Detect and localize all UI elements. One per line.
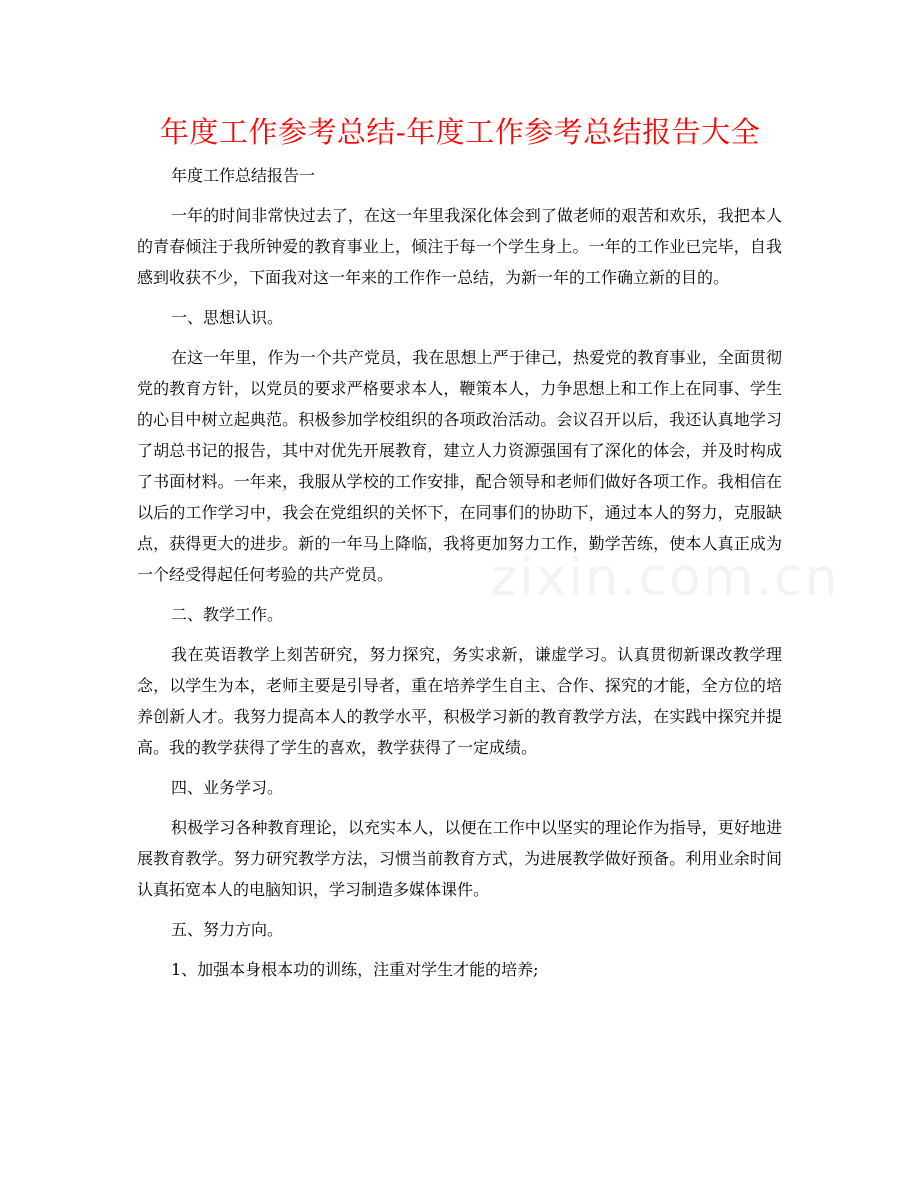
watermark: zixin.com.cn — [490, 548, 840, 608]
section-heading-study: 四、业务学习。 — [171, 778, 284, 797]
document-body — [137, 160, 782, 985]
paragraph-thought: 在这一年里，作为一个共产党员，我在思想上严于律己，热爱党的教育事业，全面贯彻党的教育方针，以党员的要求严格要求本人，鞭策本人，力争思想上和工作上在同事、学生的心目中树立起典范。积极参加学校组织的各项政治活动。会议召开以后，我还认真地学习了胡总书记的报告，其中对优先开展教育，建立人力资源强国有了深化的体会，并及时构成了书面材料。一年来，我服从学校的工作安排，配合领导和老师们做好各项工作。我相信在以后的工作学习中，我会在党组织的关怀下，在同事们的协助下，通过本人的努力，克服缺点，获得更大的进步。新的一年马上降临，我将更加努力工作，勤学苦练，使本人真正成为一个经受得起任何考验的共产党员。 — [137, 348, 782, 584]
section-heading-direction: 五、努力方向。 — [171, 920, 284, 939]
document-title: 年度工作参考总结-年度工作参考总结报告大全 — [159, 115, 761, 149]
paragraph-study: 积极学习各种教育理论，以充实本人，以便在工作中以坚实的理论作为指导，更好地进展教育教学。努力研究教学方法，习惯当前教育方式，为进展教学做好预备。利用业余时间认真拓宽本人的电脑知识，学习制造多媒体课件。 — [137, 818, 782, 899]
paragraph-teaching: 我在英语教学上刻苦研究，努力探究，务实求新，谦虚学习。认真贯彻新课改教学理念，以学生为本，老师主要是引导者，重在培养学生自主、合作、探究的才能，全方位的培养创新人才。我努力提高本人的教学水平，积极学习新的教育教学方法，在实践中探究并提高。我的教学获得了学生的喜欢，教学获得了一定成绩。 — [137, 645, 782, 757]
paragraph-intro: 一年的时间非常快过去了，在这一年里我深化体会到了做老师的艰苦和欢乐，我把本人的青春倾注于我所钟爱的教育事业上，倾注于每一个学生身上。一年的工作业已完毕，自我感到收获不少，下面我对这一年来的工作作一总结，为新一年的工作确立新的目的。 — [137, 206, 782, 287]
section-heading-teaching: 二、教学工作。 — [171, 605, 284, 624]
section-heading-thought: 一、思想认识。 — [171, 308, 284, 327]
list-item-direction-1: 1、加强本身根本功的训练，注重对学生才能的培养; — [171, 960, 539, 979]
paragraph-report-heading: 年度工作总结报告一 — [171, 166, 316, 185]
